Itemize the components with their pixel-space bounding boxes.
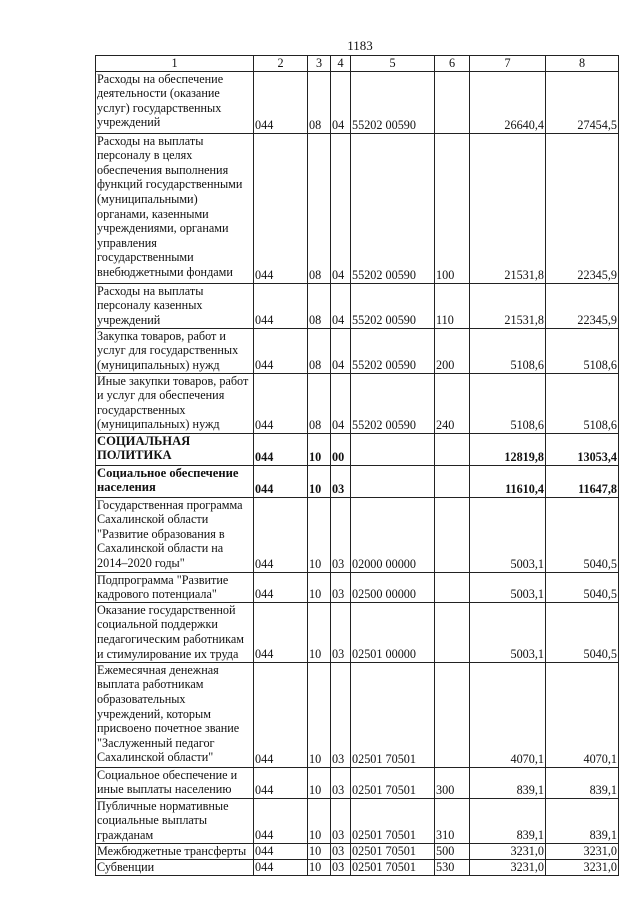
- target-article: 02501 70501: [351, 767, 435, 798]
- column-header-6: 6: [435, 56, 470, 72]
- table-row: [96, 433, 619, 465]
- subsection-code: 04: [331, 133, 351, 283]
- row-name: Расходы на обеспечение деятельности (оказание услуг) государственных учреждений: [96, 71, 254, 133]
- ministry-code: 044: [254, 843, 308, 859]
- subsection-code: 04: [331, 71, 351, 133]
- subsection-code: 04: [331, 283, 351, 328]
- expense-type: 530: [435, 859, 470, 875]
- target-article: 02501 70501: [351, 843, 435, 859]
- column-header-2: 2: [254, 56, 308, 72]
- expense-type: [435, 465, 470, 497]
- table-body: [96, 71, 619, 875]
- row-name: Социальное обеспечение населения: [96, 465, 254, 497]
- target-article: 02500 00000: [351, 572, 435, 602]
- section-code: 08: [308, 71, 331, 133]
- row-name: Государственная программа Сахалинской области "Развитие образования в Сахалинской области на 2014–2020 годы": [96, 497, 254, 572]
- table-row: [96, 572, 619, 602]
- ministry-code: 044: [254, 859, 308, 875]
- expense-type: [435, 433, 470, 465]
- section-code: 10: [308, 465, 331, 497]
- ministry-code: 044: [254, 71, 308, 133]
- subsection-code: 03: [331, 572, 351, 602]
- amount-2020: 5040,5: [546, 572, 619, 602]
- table-row: [96, 71, 619, 133]
- row-name: Субвенции: [96, 859, 254, 875]
- section-code: 10: [308, 859, 331, 875]
- amount-2020: 5108,6: [546, 328, 619, 373]
- row-name: Расходы на выплаты персоналу в целях обеспечения выполнения функций государственными (муниципальными) органами, казенными учреждениями, органами управления государственными внебюджетными фондами: [96, 133, 254, 283]
- expense-type: 500: [435, 843, 470, 859]
- table-row: [96, 662, 619, 767]
- amount-2020: 13053,4: [546, 433, 619, 465]
- section-code: 10: [308, 497, 331, 572]
- header-row: [96, 56, 619, 72]
- section-code: 10: [308, 798, 331, 843]
- expense-type: [435, 602, 470, 662]
- amount-2019: 3231,0: [470, 843, 546, 859]
- expense-type: 200: [435, 328, 470, 373]
- amount-2020: 22345,9: [546, 283, 619, 328]
- target-article: 55202 00590: [351, 373, 435, 433]
- row-name: Публичные нормативные социальные выплаты гражданам: [96, 798, 254, 843]
- target-article: 55202 00590: [351, 133, 435, 283]
- column-header-7: 7: [470, 56, 546, 72]
- amount-2019: 4070,1: [470, 662, 546, 767]
- amount-2019: 5003,1: [470, 497, 546, 572]
- table-row: [96, 798, 619, 843]
- column-header-4: 4: [331, 56, 351, 72]
- table-row: [96, 465, 619, 497]
- subsection-code: 03: [331, 767, 351, 798]
- target-article: 02501 70501: [351, 859, 435, 875]
- subsection-code: 03: [331, 843, 351, 859]
- section-code: 08: [308, 283, 331, 328]
- subsection-code: 03: [331, 859, 351, 875]
- table-row: [96, 497, 619, 572]
- expense-type: 300: [435, 767, 470, 798]
- amount-2019: 839,1: [470, 767, 546, 798]
- target-article: 55202 00590: [351, 328, 435, 373]
- target-article: 02501 70501: [351, 798, 435, 843]
- amount-2020: 5040,5: [546, 602, 619, 662]
- expense-type: [435, 572, 470, 602]
- table-row: [96, 283, 619, 328]
- subsection-code: 03: [331, 465, 351, 497]
- ministry-code: 044: [254, 133, 308, 283]
- ministry-code: 044: [254, 433, 308, 465]
- ministry-code: 044: [254, 572, 308, 602]
- subsection-code: 03: [331, 662, 351, 767]
- column-header-5: 5: [351, 56, 435, 72]
- column-header-1: 1: [96, 56, 254, 72]
- table-row: [96, 843, 619, 859]
- table-row: [96, 133, 619, 283]
- table-row: [96, 602, 619, 662]
- amount-2019: 5003,1: [470, 572, 546, 602]
- subsection-code: 04: [331, 373, 351, 433]
- amount-2019: 5108,6: [470, 328, 546, 373]
- amount-2019: 12819,8: [470, 433, 546, 465]
- column-header-3: 3: [308, 56, 331, 72]
- row-name: Расходы на выплаты персоналу казенных учреждений: [96, 283, 254, 328]
- target-article: 02501 70501: [351, 662, 435, 767]
- amount-2019: 26640,4: [470, 71, 546, 133]
- expense-type: [435, 71, 470, 133]
- amount-2020: 839,1: [546, 767, 619, 798]
- row-name: Оказание государственной социальной поддержки педагогическим работникам и стимулирование их труда: [96, 602, 254, 662]
- table-row: [96, 859, 619, 875]
- amount-2020: 11647,8: [546, 465, 619, 497]
- amount-2020: 3231,0: [546, 843, 619, 859]
- row-name: Ежемесячная денежная выплата работникам образовательных учреждений, которым присвоено почетное звание "Заслуженный педагог Сахалинской области": [96, 662, 254, 767]
- subsection-code: 03: [331, 798, 351, 843]
- amount-2020: 839,1: [546, 798, 619, 843]
- amount-2019: 21531,8: [470, 133, 546, 283]
- target-article: 55202 00590: [351, 283, 435, 328]
- expense-type: [435, 497, 470, 572]
- expense-type: 100: [435, 133, 470, 283]
- ministry-code: 044: [254, 497, 308, 572]
- amount-2019: 5108,6: [470, 373, 546, 433]
- row-name: Социальное обеспечение и иные выплаты населению: [96, 767, 254, 798]
- section-code: 08: [308, 133, 331, 283]
- ministry-code: 044: [254, 602, 308, 662]
- expense-type: 110: [435, 283, 470, 328]
- page-number: 1183: [347, 38, 373, 53]
- amount-2019: 11610,4: [470, 465, 546, 497]
- amount-2020: 3231,0: [546, 859, 619, 875]
- section-code: 10: [308, 572, 331, 602]
- section-code: 10: [308, 602, 331, 662]
- row-name: Межбюджетные трансферты: [96, 843, 254, 859]
- table-row: [96, 767, 619, 798]
- budget-table: [95, 55, 619, 876]
- section-code: 10: [308, 767, 331, 798]
- amount-2019: 21531,8: [470, 283, 546, 328]
- amount-2020: 5040,5: [546, 497, 619, 572]
- row-name: СОЦИАЛЬНАЯ ПОЛИТИКА: [96, 433, 254, 465]
- subsection-code: 00: [331, 433, 351, 465]
- table-row: [96, 328, 619, 373]
- ministry-code: 044: [254, 283, 308, 328]
- section-code: 08: [308, 328, 331, 373]
- amount-2020: 22345,9: [546, 133, 619, 283]
- amount-2020: 4070,1: [546, 662, 619, 767]
- target-article: 02501 00000: [351, 602, 435, 662]
- column-header-8: 8: [546, 56, 619, 72]
- section-code: 10: [308, 433, 331, 465]
- row-name: Иные закупки товаров, работ и услуг для обеспечения государственных (муниципальных) нужд: [96, 373, 254, 433]
- row-name: Подпрограмма "Развитие кадрового потенциала": [96, 572, 254, 602]
- expense-type: 240: [435, 373, 470, 433]
- amount-2020: 5108,6: [546, 373, 619, 433]
- section-code: 10: [308, 662, 331, 767]
- amount-2019: 839,1: [470, 798, 546, 843]
- target-article: 02000 00000: [351, 497, 435, 572]
- section-code: 08: [308, 373, 331, 433]
- amount-2019: 3231,0: [470, 859, 546, 875]
- section-code: 10: [308, 843, 331, 859]
- subsection-code: 03: [331, 497, 351, 572]
- ministry-code: 044: [254, 767, 308, 798]
- target-article: [351, 433, 435, 465]
- ministry-code: 044: [254, 328, 308, 373]
- amount-2019: 5003,1: [470, 602, 546, 662]
- amount-2020: 27454,5: [546, 71, 619, 133]
- subsection-code: 04: [331, 328, 351, 373]
- table-row: [96, 373, 619, 433]
- expense-type: 310: [435, 798, 470, 843]
- ministry-code: 044: [254, 465, 308, 497]
- subsection-code: 03: [331, 602, 351, 662]
- expense-type: [435, 662, 470, 767]
- row-name: Закупка товаров, работ и услуг для государственных (муниципальных) нужд: [96, 328, 254, 373]
- target-article: 55202 00590: [351, 71, 435, 133]
- ministry-code: 044: [254, 662, 308, 767]
- ministry-code: 044: [254, 798, 308, 843]
- ministry-code: 044: [254, 373, 308, 433]
- target-article: [351, 465, 435, 497]
